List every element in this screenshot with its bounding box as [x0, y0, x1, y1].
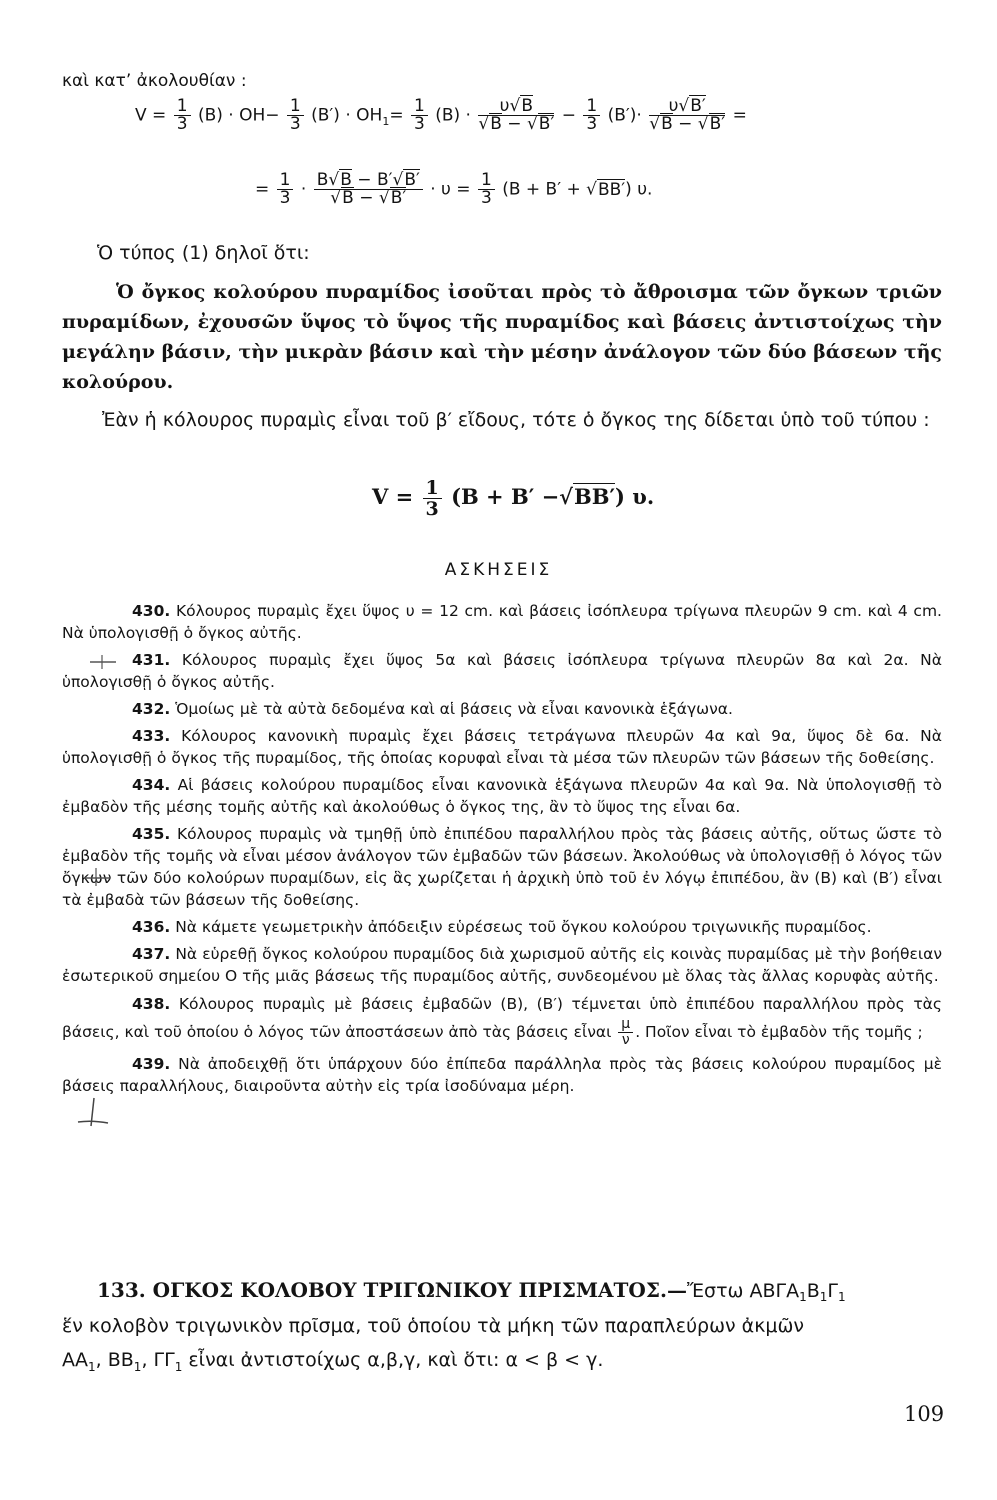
section-heading: 133. ΟΓΚΟΣ ΚΟΛΟΒΟΥ ΤΡΙΓΩΝΙΚΟΥ ΠΡΙΣΜΑΤΟΣ.—: [97, 1278, 687, 1302]
exercise-list: [62, 600, 942, 1102]
exercise-431: 431. Κόλουρος πυραμὶς ἔχει ὕψος 5α καὶ βάσεις ἰσόπλευρα τρίγωνα πλευρῶν 8α καὶ 2α. Νὰ ὑπολογισθῇ ὁ ὄγκος αὐτῆς.: [62, 651, 942, 691]
fraction-one-third: $\frac{1}{3}$: [411, 98, 428, 133]
fraction-one-third: $\frac{1}{3}$: [174, 98, 191, 133]
exercises-title: ΑΣΚΗΣΕΙΣ: [444, 560, 553, 580]
exercise-432: 432. Ὁμοίως μὲ τὰ αὐτὰ δεδομένα καὶ αἱ βάσεις νὰ εἶναι κανονικὰ ἑξάγωνα.: [132, 700, 733, 718]
pencil-mark: [88, 652, 118, 677]
formula-reference: Ὁ τύπος (1) δηλοῖ ὅτι:: [97, 242, 310, 264]
fraction-one-third: $\frac{1}{3}$: [478, 172, 495, 207]
pencil-mark: [76, 1096, 110, 1142]
intro-line: καὶ κατ’ ἀκολουθίαν :: [62, 71, 247, 91]
fraction-u-sqrtB: $\frac{\upsilon√B}{√B - √B'}$: [478, 96, 555, 134]
exercise-438: 438. Κόλουρος πυραμὶς μὲ βάσεις ἐμβαδῶν (B), (B′) τέμνεται ὑπὸ ἐπιπέδου παραλλήλου πρὸς τὰς βάσεις, καὶ τοῦ ὁποίου ὁ λόγος τῶν ἀποστάσεων ἀπὸ τὰς βάσεις εἶναι $\frac{\mu}{\nu}$ . Ποῖον εἶναι τὸ ἐμβαδὸν τῆς τομῆς ;: [62, 995, 942, 1048]
exercise-436: 436. Νὰ κάμετε γεωμετρικὴν ἀπόδειξιν εὑρέσεως τοῦ ὄγκου κολούρου τριγωνικῆς πυραμίδος.: [132, 918, 872, 936]
pencil-mark: [82, 866, 112, 894]
fraction-one-third: $\frac{1}{3}$: [583, 98, 600, 133]
second-kind-paragraph: Ἐὰν ἡ κόλουρος πυραμὶς εἶναι τοῦ β′ εἴδους, τότε ὁ ὄγκος της δίδεται ὑπὸ τοῦ τύπου :: [102, 409, 930, 431]
equation-3: V = $\frac{1}{3}$ (B + B′ −√BB′) υ.: [372, 477, 655, 520]
equation-1: V = $\frac{1}{3}$ (B) · OH− $\frac{1}{3}$ $(B') \cdot OH_1=$ $\frac{1}{3}$ (B) · $\frac{\upsilon√B}{√B - √B'}$ − $\frac{1}{3}$ (B′)· $\frac{\upsilon√B'}{√B - √B'}$ =: [135, 96, 747, 134]
theorem-statement: Ὁ ὄγκος κολούρου πυραμίδος ἰσοῦται πρὸς τὸ ἄθροισμα τῶν ὄγκων τριῶν πυραμίδων, ἐχουσῶν ὕψος τὸ ὕψος τῆς πυραμίδος καὶ βάσεις ἀντιστοίχως τὴν μεγάλην βάσιν, τὴν μικρὰν βάσιν καὶ τὴν μέσην ἀνάλογον τῶν δύο βάσεων τῆς κολούρου.: [62, 281, 942, 393]
equation-2: = $\frac{1}{3}$ · $\frac{B√B - B'√B'}{√B - √B'}$ · υ = $\frac{1}{3}$ (B + B′ + √BB′) υ.: [255, 170, 653, 208]
exercise-437: 437. Νὰ εὑρεθῇ ὄγκος κολούρου πυραμίδος διὰ χωρισμοῦ αὐτῆς εἰς κοινὰς πυραμίδας μὲ τὴν βοήθειαν ἐσωτερικοῦ σημείου Ο τῆς μιᾶς βάσεως τῆς πυραμίδος αὐτῆς, συνδεομένου μὲ ὅλας τὰς ἄλλας κορυφὰς αὐτῆς.: [62, 945, 942, 985]
fraction-one-third: $\frac{1}{3}$: [287, 98, 304, 133]
exercise-439: 439. Νὰ ἀποδειχθῇ ὅτι ὑπάρχουν δύο ἐπίπεδα παράλληλα πρὸς τὰς βάσεις κολούρου πυραμίδος μὲ βάσεις παραλλήλους, διαιροῦντα αὐτὴν εἰς τρία ἰσοδύναμα μέρη.: [62, 1055, 942, 1095]
fraction-one-third: $\frac{1}{3}$: [277, 172, 294, 207]
exercise-434: 434. Αἱ βάσεις κολούρου πυραμίδος εἶναι κανονικὰ ἑξάγωνα πλευρῶν 4α καὶ 9α. Νὰ ὑπολογισθῇ τὸ ἐμβαδὸν τῆς μέσης τομῆς αὐτῆς καὶ ἀκολούθως ὁ ὄγκος της, ἂν τὸ ὕψος της εἶναι 6α.: [62, 776, 942, 816]
page-number: 109: [904, 1402, 945, 1426]
section-133: 133. ΟΓΚΟΣ ΚΟΛΟΒΟΥ ΤΡΙΓΩΝΙΚΟΥ ΠΡΙΣΜΑΤΟΣ.—Ἔστω $AB\Gamma A_1B_1\Gamma_1$: [97, 1278, 846, 1305]
exercise-430: 430. Κόλουρος πυραμὶς ἔχει ὕψος υ = 12 cm. καὶ βάσεις ἰσόπλευρα τρίγωνα πλευρῶν 9 cm. καὶ 4 cm. Νὰ ὑπολογισθῇ ὁ ὄγκος αὐτῆς.: [62, 602, 942, 642]
fraction-u-sqrtBp: $\frac{\upsilon√B'}{√B - √B'}$: [649, 96, 726, 134]
fraction-main: $\frac{B√B - B'√B'}{√B - √B'}$: [314, 172, 423, 207]
exercise-433: 433. Κόλουρος κανονικὴ πυραμὶς ἔχει βάσεις τετράγωνα πλευρῶν 4α καὶ 9α, ὕψος δὲ 6α. Νὰ ὑπολογισθῇ ὁ ὄγκος τῆς πυραμίδος, τῆς ὁποίας κορυφαὶ εἶναι τὰ μέσα τῶν πλευρῶν τῶν βάσεων τῆς δοθείσης.: [62, 727, 942, 767]
section-line-3: $AA_1$, $BB_1$, $\Gamma\Gamma_1$ εἶναι ἀντιστοίχως α,β,γ, καὶ ὅτι: α < β < γ.: [62, 1349, 604, 1374]
exercise-435: 435. Κόλουρος πυραμὶς νὰ τμηθῇ ὑπὸ ἐπιπέδου παραλλήλου πρὸς τὰς βάσεις αὐτῆς, οὕτως ὥστε τὸ ἐμβαδὸν τῆς τομῆς νὰ εἶναι μέσον ἀνάλογον τῶν ἐμβαδῶν τῶν βάσεων. Ἀκολούθως νὰ ὑπολογισθῇ ὁ λόγος τῶν ὄγκων τῶν δύο κολούρων πυραμίδων, εἰς ἃς χωρίζεται ἡ ἀρχικὴ ὑπὸ τοῦ ἐν λόγῳ ἐπιπέδου, ἂν (B) καὶ (B′) εἶναι τὰ ἐμβαδὰ τῶν βάσεων τῆς δοθείσης.: [62, 825, 942, 909]
fraction-mu-nu: $\frac{\mu}{\nu}$: [618, 1017, 633, 1048]
section-line-2: ἕν κολοβὸν τριγωνικὸν πρῖσμα, τοῦ ὁποίου τὰ μήκη τῶν παραπλεύρων ἀκμῶν: [62, 1315, 805, 1337]
fraction-one-third: $\frac{1}{3}$: [423, 478, 442, 519]
